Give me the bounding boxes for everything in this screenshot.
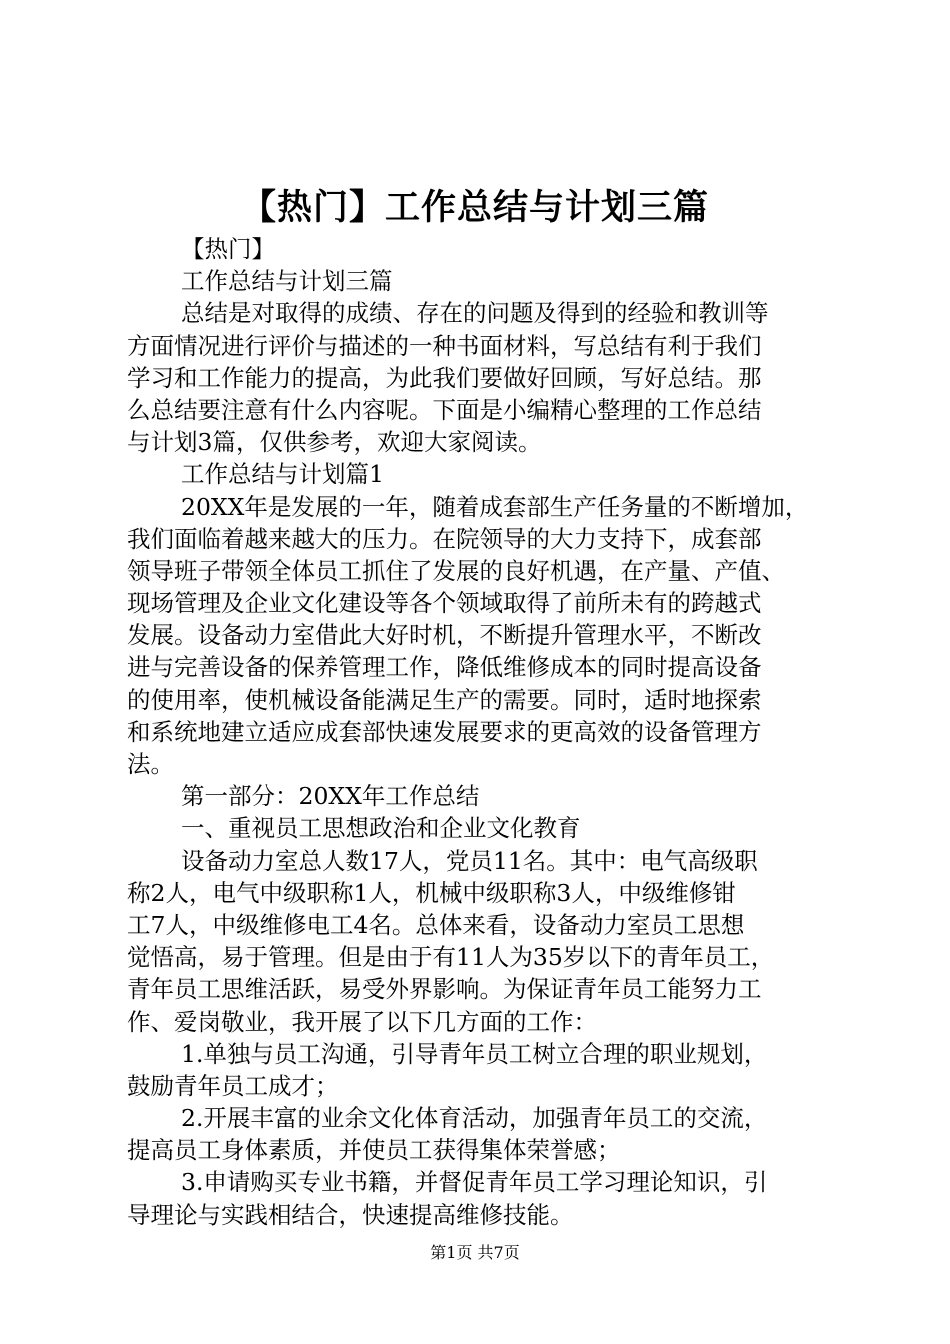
text-line: 工作总结与计划三篇	[181, 267, 393, 296]
text-line: 与计划3篇，仅供参考，欢迎大家阅读。	[127, 428, 542, 457]
page-footer: 第1页 共7页	[430, 1243, 520, 1262]
text-line: 3.申请购买专业书籍，并督促青年员工学习理论知识，引	[181, 1168, 768, 1197]
text-line: 一、重视员工思想政治和企业文化教育	[181, 814, 581, 843]
text-line: 设备动力室总人数17人，党员11名。其中：电气高级职	[181, 846, 758, 875]
text-line: 2.开展丰富的业余文化体育活动，加强青年员工的交流，	[181, 1104, 768, 1133]
text-line: 总结是对取得的成绩、存在的问题及得到的经验和教训等	[181, 299, 769, 328]
text-line: 鼓励青年员工成才；	[127, 1071, 339, 1100]
text-line: 称2人，电气中级职称1人，机械中级职称3人，中级维修钳	[127, 878, 736, 907]
text-line: 导理论与实践相结合，快速提高维修技能。	[127, 1200, 574, 1229]
text-line: 发展。设备动力室借此大好时机，不断提升管理水平，不断改	[127, 621, 762, 650]
text-line: 觉悟高，易于管理。但是由于有11人为35岁以下的青年员工，	[127, 943, 775, 972]
document-title: 【热门】工作总结与计划三篇	[240, 187, 709, 228]
text-line: 【热门】	[181, 235, 275, 263]
text-line: 么总结要注意有什么内容呢。下面是小编精心整理的工作总结	[127, 395, 762, 424]
text-line: 我们面临着越来越大的压力。在院领导的大力支持下，成套部	[127, 524, 762, 553]
document-body	[127, 233, 827, 1231]
text-line: 进与完善设备的保养管理工作，降低维修成本的同时提高设备	[127, 653, 762, 682]
text-line: 法。	[127, 750, 174, 778]
text-line: 提高员工身体素质，并使员工获得集体荣誉感；	[127, 1136, 621, 1165]
text-line: 和系统地建立适应成套部快速发展要求的更高效的设备管理方	[127, 717, 762, 746]
text-line: 工7人，中级维修电工4名。总体来看，设备动力室员工思想	[127, 910, 745, 939]
text-line: 的使用率，使机械设备能满足生产的需要。同时，适时地探索	[127, 685, 762, 714]
text-line: 现场管理及企业文化建设等各个领域取得了前所未有的跨越式	[127, 589, 762, 618]
text-line: 第一部分：20XX年工作总结	[181, 782, 480, 811]
text-line: 学习和工作能力的提高，为此我们要做好回顾，写好总结。那	[127, 363, 762, 392]
text-line: 工作总结与计划篇1	[181, 460, 384, 489]
text-line: 20XX年是发展的一年，随着成套部生产任务量的不断增加，	[181, 492, 809, 521]
text-line: 作、爱岗敬业，我开展了以下几方面的工作：	[127, 1007, 597, 1036]
text-line: 领导班子带领全体员工抓住了发展的良好机遇，在产量、产值、	[127, 556, 785, 585]
text-line: 方面情况进行评价与描述的一种书面材料，写总结有利于我们	[127, 331, 762, 360]
text-line: 1.单独与员工沟通，引导青年员工树立合理的职业规划，	[181, 1039, 768, 1068]
text-line: 青年员工思维活跃，易受外界影响。为保证青年员工能努力工	[127, 975, 762, 1004]
